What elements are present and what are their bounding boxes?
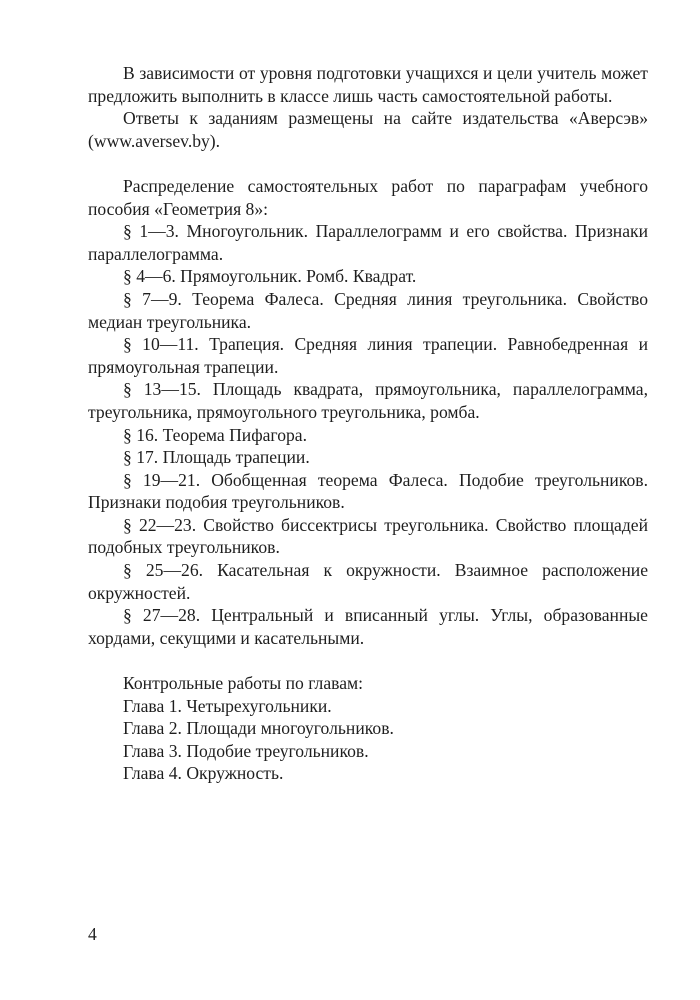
- distribution-item: § 19—21. Обобщенная теорема Фалеса. Подобие треугольников. Признаки подобия треугольников.: [88, 469, 648, 513]
- distribution-item: § 22—23. Свойство биссектрисы треугольника. Свойство площадей подобных треугольников.: [88, 514, 648, 558]
- intro-paragraph: В зависимости от уровня подготовки учащихся и цели учитель может предложить выполнить в классе лишь часть самостоятельной работы.: [88, 63, 648, 106]
- distribution-heading: Распределение самостоятельных работ по параграфам учебного пособия «Геометрия 8»:: [88, 175, 648, 219]
- distribution-item: § 13—15. Площадь квадрата, прямоугольника, параллелограмма, треугольника, прямоугольного треугольника, ромба.: [88, 379, 648, 422]
- chapter-item: Глава 2. Площади многоугольников.: [123, 718, 394, 739]
- distribution-item: § 17. Площадь трапеции.: [123, 447, 310, 468]
- distribution-item: § 16. Теорема Пифагора.: [123, 424, 308, 445]
- distribution-item: § 4—6. Прямоугольник. Ромб. Квадрат.: [123, 266, 417, 287]
- chapter-item: Глава 1. Четырехугольники.: [123, 695, 332, 716]
- chapter-item: Глава 3. Подобие треугольников.: [123, 740, 369, 761]
- chapter-item: Глава 4. Окружность.: [123, 763, 284, 784]
- spacer: [88, 649, 648, 672]
- distribution-item: § 25—26. Касательная к окружности. Взаимное расположение окружностей.: [88, 560, 648, 603]
- distribution-item: § 27—28. Центральный и вписанный углы. Углы, образованные хордами, секущими и касательными.: [88, 605, 648, 648]
- distribution-item: § 1—3. Многоугольник. Параллелограмм и его свойства. Признаки параллелограмма.: [88, 221, 648, 264]
- distribution-item: § 7—9. Теорема Фалеса. Средняя линия треугольника. Свойство медиан треугольника.: [88, 288, 648, 332]
- tests-heading: Контрольные работы по главам:: [123, 673, 364, 694]
- distribution-item: § 10—11. Трапеция. Средняя линия трапеции. Равнобедренная и прямоугольная трапеции.: [88, 334, 648, 377]
- page-body: [88, 62, 648, 785]
- answers-note-paragraph: Ответы к заданиям размещены на сайте издательства «Аверсэв» (www.aversev.by).: [88, 108, 648, 151]
- page-number: 4: [88, 924, 97, 944]
- spacer: [88, 152, 648, 175]
